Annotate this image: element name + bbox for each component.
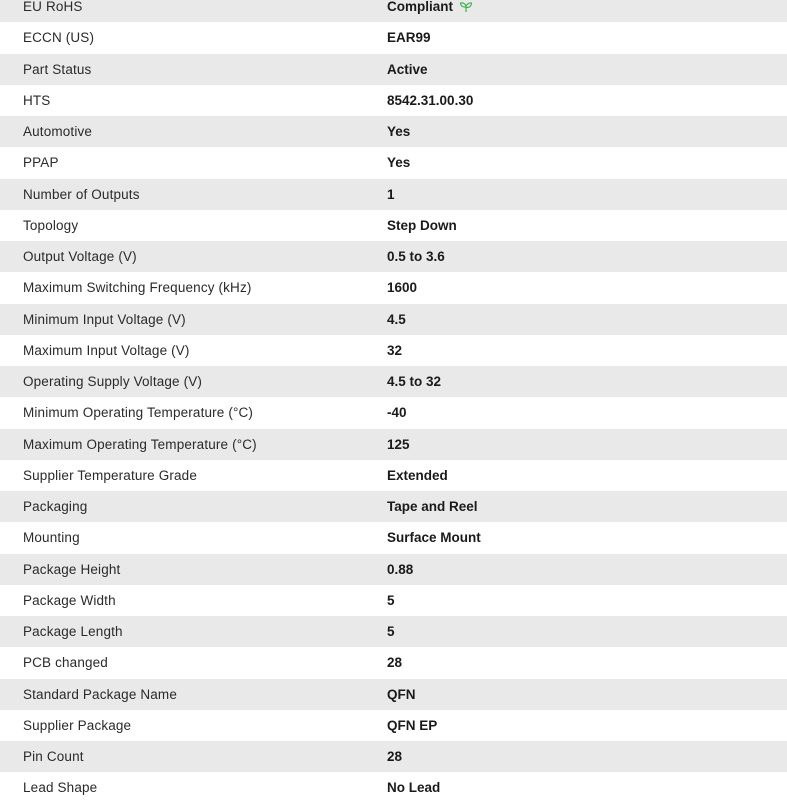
spec-name: Operating Supply Voltage (V) — [23, 374, 203, 390]
spec-row-standard-package-name — [0, 679, 787, 710]
spec-value: Compliant — [387, 0, 453, 15]
spec-row-topology — [0, 210, 787, 241]
spec-value: EAR99 — [387, 30, 431, 46]
spec-value: QFN EP — [387, 717, 438, 733]
spec-value: 125 — [387, 436, 410, 452]
spec-row-ppap — [0, 147, 787, 178]
spec-row-min-operating-temperature — [0, 397, 787, 428]
spec-name: Package Width — [23, 592, 116, 608]
spec-name: Part Status — [23, 61, 92, 77]
spec-row-operating-supply-voltage — [0, 366, 787, 397]
spec-row-number-of-outputs — [0, 179, 787, 210]
spec-name: Supplier Package — [23, 717, 132, 733]
spec-row-min-input-voltage — [0, 304, 787, 335]
spec-name: Package Length — [23, 624, 123, 640]
spec-value: 28 — [387, 749, 403, 765]
spec-row-packaging — [0, 491, 787, 522]
spec-value: Step Down — [387, 217, 457, 233]
spec-value: 32 — [387, 342, 403, 358]
spec-value: 5 — [387, 592, 395, 608]
spec-row-package-width — [0, 585, 787, 616]
spec-value: 8542.31.00.30 — [387, 92, 474, 108]
spec-name: PPAP — [23, 155, 59, 171]
spec-name: Maximum Switching Frequency (kHz) — [23, 280, 252, 296]
spec-name: Standard Package Name — [23, 686, 177, 702]
spec-value-container — [387, 0, 787, 14]
leaf-icon — [459, 1, 473, 13]
spec-row-mounting — [0, 522, 787, 553]
spec-row-max-switching-frequency — [0, 272, 787, 303]
spec-name: Output Voltage (V) — [23, 249, 137, 265]
spec-name: EU RoHS — [23, 0, 83, 15]
spec-row-hts — [0, 85, 787, 116]
spec-value: 4.5 — [387, 311, 406, 327]
spec-value: Active — [387, 61, 428, 77]
spec-value: 5 — [387, 624, 395, 640]
spec-name: Minimum Input Voltage (V) — [23, 311, 186, 327]
spec-row-part-status — [0, 54, 787, 85]
spec-value: 28 — [387, 655, 403, 671]
spec-value: -40 — [387, 405, 407, 421]
spec-name: Pin Count — [23, 749, 84, 765]
spec-value: 1 — [387, 186, 395, 202]
spec-name: Maximum Input Voltage (V) — [23, 342, 190, 358]
spec-name: HTS — [23, 92, 51, 108]
spec-row-output-voltage — [0, 241, 787, 272]
spec-name: Maximum Operating Temperature (°C) — [23, 436, 257, 452]
spec-value: Surface Mount — [387, 530, 481, 546]
spec-name: Minimum Operating Temperature (°C) — [23, 405, 254, 421]
spec-row-pcb-changed — [0, 647, 787, 678]
spec-value: 4.5 to 32 — [387, 374, 442, 390]
spec-row-package-length — [0, 616, 787, 647]
spec-row-max-operating-temperature — [0, 429, 787, 460]
spec-name: ECCN (US) — [23, 30, 95, 46]
spec-row-lead-shape — [0, 772, 787, 803]
spec-row-max-input-voltage — [0, 335, 787, 366]
spec-name: Mounting — [23, 530, 80, 546]
spec-value: Yes — [387, 155, 411, 171]
spec-name: Packaging — [23, 499, 88, 515]
spec-row-supplier-package — [0, 710, 787, 741]
spec-row-automotive — [0, 116, 787, 147]
spec-row-package-height — [0, 554, 787, 585]
spec-value: 1600 — [387, 280, 418, 296]
spec-value: Tape and Reel — [387, 499, 478, 515]
spec-row-eu-rohs — [0, 0, 787, 22]
spec-name: Number of Outputs — [23, 186, 140, 202]
spec-row-eccn — [0, 22, 787, 53]
spec-value: QFN — [387, 686, 416, 702]
spec-name: Topology — [23, 217, 79, 233]
spec-name: Package Height — [23, 561, 121, 577]
spec-name: Lead Shape — [23, 780, 98, 796]
spec-value: Yes — [387, 124, 411, 140]
spec-value: 0.5 to 3.6 — [387, 249, 445, 265]
spec-name: Supplier Temperature Grade — [23, 467, 197, 483]
spec-name: PCB changed — [23, 655, 108, 671]
spec-value: 0.88 — [387, 561, 414, 577]
spec-value: No Lead — [387, 780, 441, 796]
spec-value: Extended — [387, 467, 448, 483]
spec-name: Automotive — [23, 124, 93, 140]
spec-row-pin-count — [0, 741, 787, 772]
spec-row-supplier-temperature-grade — [0, 460, 787, 491]
